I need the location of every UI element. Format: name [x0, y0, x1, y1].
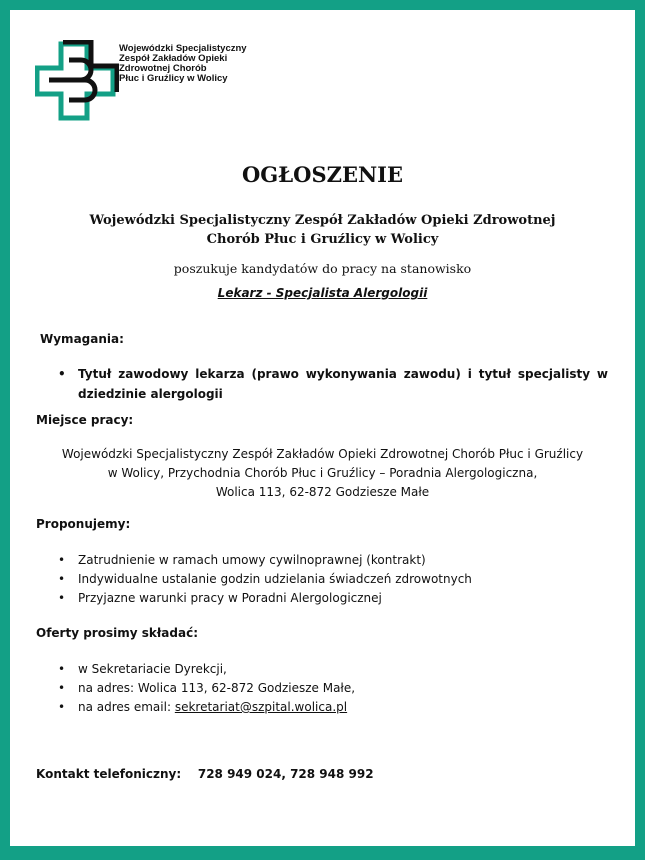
requirements-heading: Wymagania:: [40, 332, 124, 346]
submit-text: w Sekretariacie Dyrekcji,: [78, 662, 227, 676]
list-item: [36, 364, 608, 404]
requirement-text: Tytuł zawodowy lekarza (prawo wykonywania zawodu) i tytuł specjalisty w dziedzinie alergologii: [78, 367, 608, 401]
email-link[interactable]: sekretariat@szpital.wolica.pl: [174, 700, 348, 714]
offer-heading: Proponujemy:: [36, 517, 131, 531]
workplace-line-1: Wojewódzki Specjalistyczny Zespół Zakładów Opieki Zdrowotnej Chorób Płuc i Gruźlicy: [61, 447, 584, 461]
workplace-line-3: Wolica 113, 62-872 Godziesze Małe: [215, 485, 430, 499]
list-item: [36, 679, 608, 698]
hospital-logo: [35, 40, 265, 122]
list-item: [36, 698, 608, 717]
logo-line: Płuc i Gruźlicy w Wolicy: [119, 73, 228, 84]
page-title: OGŁOSZENIE: [242, 162, 403, 187]
submit-list: [36, 660, 608, 717]
offer-text: Indywidualne ustalanie godzin udzielania świadczeń zdrowotnych: [78, 572, 472, 586]
logo-line: Zdrowotnej Chorób: [119, 63, 207, 74]
requirements-list: [36, 364, 608, 404]
contact-label: Kontakt telefoniczny:: [36, 767, 182, 781]
offer-text: Przyjazne warunki pracy w Poradni Alergologicznej: [78, 591, 382, 605]
list-item: [36, 660, 608, 679]
contact-phones: 728 949 024, 728 948 992: [197, 767, 374, 781]
organization-line-2: Chorób Płuc i Gruźlicy w Wolicy: [206, 232, 439, 247]
list-item: [36, 570, 608, 589]
workplace-heading: Miejsce pracy:: [36, 413, 134, 427]
logo-line: Zespół Zakładów Opieki: [119, 53, 228, 64]
list-item: [36, 551, 608, 570]
logo-line: Wojewódzki Specjalistyczny: [119, 43, 247, 54]
bullet-icon: •: [58, 681, 66, 695]
bullet-icon: •: [58, 700, 66, 714]
workplace-address: [10, 445, 635, 502]
medical-cross-icon: [35, 40, 119, 122]
workplace-line-2: w Wolicy, Przychodnia Chorób Płuc i Gruźlicy – Poradnia Alergologiczna,: [107, 466, 538, 480]
submit-heading: Oferty prosimy składać:: [36, 626, 198, 640]
announcement-page: [10, 10, 635, 846]
offer-list: [36, 551, 608, 608]
logo-text: [119, 44, 247, 84]
list-item: [36, 589, 608, 608]
position-title: Lekarz - Specjalista Alergologii: [217, 286, 428, 300]
contact-line: [36, 767, 374, 781]
seeking-text: poszukuje kandydatów do pracy na stanowisko: [173, 261, 472, 276]
submit-text: na adres email:: [78, 700, 175, 714]
bullet-icon: •: [58, 662, 66, 676]
offer-text: Zatrudnienie w ramach umowy cywilnoprawnej (kontrakt): [78, 553, 426, 567]
organization-name: [10, 211, 635, 249]
bullet-icon: •: [58, 367, 66, 381]
bullet-icon: •: [58, 553, 66, 567]
bullet-icon: •: [58, 591, 66, 605]
submit-text: na adres: Wolica 113, 62-872 Godziesze Małe,: [78, 681, 356, 695]
organization-line-1: Wojewódzki Specjalistyczny Zespół Zakładów Opieki Zdrowotnej: [89, 213, 556, 228]
bullet-icon: •: [58, 572, 66, 586]
